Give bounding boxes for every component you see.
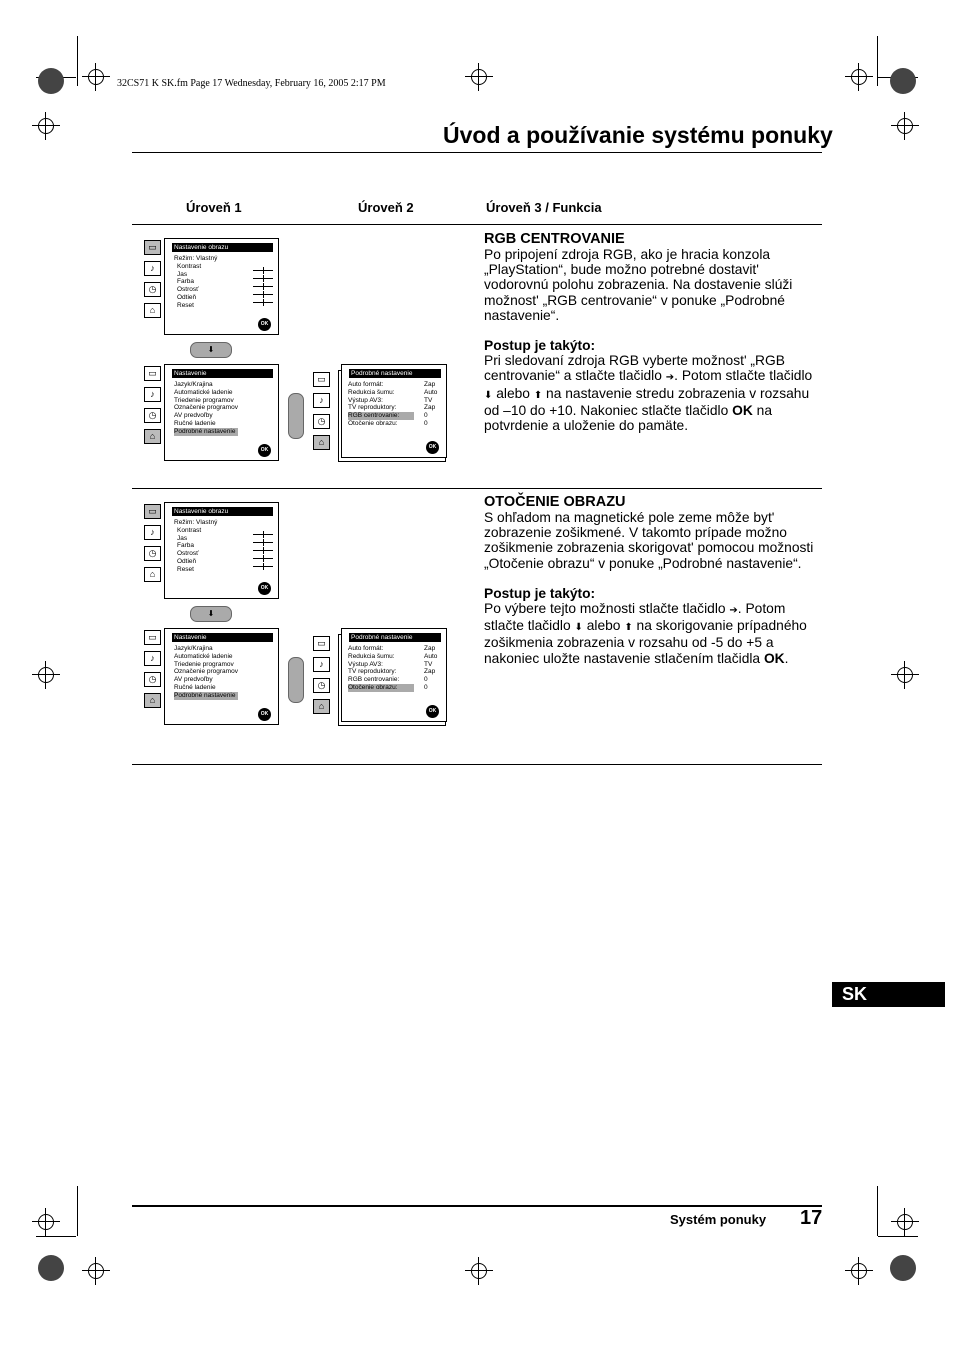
footer-label: Systém ponuky [670,1212,767,1227]
registration-crosshair-icon [891,112,919,140]
crop-mark [77,36,78,86]
file-info-line: 32CS71 K SK.fm Page 17 Wednesday, February 16, 2005 2:17 PM [117,78,386,89]
ok-button-icon: OK [426,705,439,718]
menu-item: Jas [177,534,188,542]
down-arrow-icon: ⬇ [484,389,493,401]
detail-settings-screen [341,628,447,722]
level-slider [253,566,273,567]
menu-item: TV reproduktory: [348,404,397,412]
crop-mark [877,36,878,86]
menu-item: Auto formát: [348,645,384,652]
picture-settings-screen [164,238,279,335]
picture-menu-icon: ▭ [144,240,161,255]
ok-button-icon: OK [258,318,271,331]
setup-screen [164,628,279,725]
level-slider [253,534,273,535]
menu-item-selected: Otočenie obrazu: [348,684,414,692]
menu-item-selected: Podrobné nastavenie [174,428,238,436]
menu-value: Zap [424,381,436,388]
menu-item: AV predvoľby [174,412,213,420]
timer-menu-icon: ◷ [313,678,330,693]
menu-item: Automatické ladenie [174,652,233,660]
procedure-title: Postup je takýto: [484,585,596,601]
level-slider [253,558,273,559]
menu-item: Farba [177,542,194,550]
section-rule [132,224,822,225]
right-arrow-button-icon [288,657,304,703]
menu-value: Auto [424,652,438,660]
menu-value: 0 [424,676,428,684]
sound-menu-icon: ♪ [144,525,161,540]
registration-sunburst-icon [38,1255,64,1281]
registration-crosshair-icon [82,63,110,91]
down-arrow-button-icon: ⬇ [190,342,232,358]
timer-menu-icon: ◷ [144,282,161,297]
setup-menu-icon: ⌂ [313,699,330,714]
registration-crosshair-icon [32,661,60,689]
menu-item: Reset [177,565,194,573]
menu-item-selected: RGB centrovanie: [348,412,414,420]
menu-item: Odtieň [177,293,197,301]
menu-value: Zap [424,645,436,652]
picture-settings-screen [164,502,279,599]
menu-item: Ručné ladenie [174,419,216,427]
level-slider [253,542,273,543]
detail-settings-screen [341,364,447,458]
setup-screen [164,364,279,461]
registration-crosshair-icon [891,661,919,689]
page-number: 17 [800,1207,823,1229]
section-rotation [484,494,820,666]
menu-item: Výstup AV3: [348,396,383,404]
registration-sunburst-icon [890,68,916,94]
crop-mark [877,1186,878,1236]
registration-crosshair-icon [465,63,493,91]
menu-item: Ostrosť [177,550,199,558]
screen-title: Podrobné nastavenie [349,369,441,378]
section-rule [132,488,822,489]
ok-button-icon: OK [258,444,271,457]
level-slider [253,286,273,287]
crop-mark [77,1186,78,1236]
section-rgb [484,231,820,433]
crop-mark [878,1236,918,1237]
footer-rule [132,1205,822,1207]
title-rule [132,152,822,153]
menu-item: Jazyk/Krajina [174,645,213,652]
menu-item: Farba [177,278,194,286]
setup-menu-icon: ⌂ [144,567,161,582]
menu-item: Auto formát: [348,381,384,388]
screen-title: Nastavenie obrazu [172,507,273,516]
menu-item: Reset [177,301,194,309]
menu-item: Označenie programov [174,404,238,412]
rotation-menu-diagram [142,502,452,732]
column-level3: Úroveň 3 / Funkcia [486,200,602,215]
section-rule [132,764,822,765]
registration-crosshair-icon [32,1208,60,1236]
menu-value: Zap [424,404,436,412]
menu-item: Jas [177,270,188,278]
right-arrow-icon: ➔ [665,372,675,384]
menu-item: Režim: Vlastný [174,255,218,262]
menu-item: Redukcia šumu: [348,388,395,396]
page-title: Úvod a používanie systému ponuky [443,122,833,148]
level-slider [253,302,273,303]
menu-value: Auto [424,388,438,396]
menu-item: Režim: Vlastný [174,519,218,526]
column-level2: Úroveň 2 [358,200,414,215]
down-arrow-icon: ⬇ [574,622,583,634]
procedure-text: Pri sledovaní zdroja RGB vyberte možnost' „RGB centrovanie“ a stlačte tlačidlo ➔. Potom stlačte tlačidlo ⬇ alebo ⬆ na nastavenie stredu zobrazenia v rozsahu od –10 do +10. Nakoniec stlačte tlačidlo OK na potvrdenie a uloženie do pamäte. [484,353,813,434]
down-arrow-button-icon: ⬇ [190,606,232,622]
menu-item: TV reproduktory: [348,668,397,676]
level-slider [253,278,273,279]
menu-value: 0 [424,683,428,691]
setup-menu-icon: ⌂ [144,429,161,444]
registration-crosshair-icon [32,112,60,140]
menu-value: TV [424,660,433,668]
setup-menu-icon: ⌂ [144,303,161,318]
menu-item: Označenie programov [174,668,238,676]
menu-item: Ručné ladenie [174,683,216,691]
registration-crosshair-icon [82,1257,110,1285]
menu-item: Jazyk/Krajina [174,381,213,388]
menu-item: Odtieň [177,557,197,565]
picture-menu-icon: ▭ [313,372,330,387]
menu-value: TV [424,396,433,404]
timer-menu-icon: ◷ [144,546,161,561]
screen-title: Nastavenie [172,369,273,378]
section-heading: RGB CENTROVANIE [484,231,625,247]
picture-menu-icon: ▭ [313,636,330,651]
setup-menu-icon: ⌂ [144,693,161,708]
menu-item: Ostrosť [177,286,199,294]
timer-menu-icon: ◷ [144,672,161,687]
menu-item: Kontrast [177,526,202,534]
rgb-menu-diagram [142,238,452,468]
sound-menu-icon: ♪ [144,261,161,276]
column-level1: Úroveň 1 [186,200,242,215]
crop-mark [36,1236,76,1237]
registration-crosshair-icon [845,63,873,91]
menu-item: Triedenie programov [174,396,234,404]
section-intro: Po pripojení zdroja RGB, ako je hracia konzola „PlayStation“, bude možno potrebné dostavit' vodorovnú polohu zobrazenia. Na dostavenie slúži možnost' „RGB centrovanie“ v ponuke „Podrobné nastavenie“. [484,247,793,323]
procedure-title: Postup je takýto: [484,338,596,354]
sound-menu-icon: ♪ [144,387,161,402]
registration-sunburst-icon [890,1255,916,1281]
menu-value: Zap [424,668,436,676]
picture-menu-icon: ▭ [144,630,161,645]
level-slider [253,270,273,271]
picture-menu-icon: ▭ [144,366,161,381]
timer-menu-icon: ◷ [313,414,330,429]
sound-menu-icon: ♪ [313,657,330,672]
level-slider [253,294,273,295]
menu-item: Redukcia šumu: [348,652,395,660]
up-arrow-icon: ⬆ [624,622,633,634]
registration-crosshair-icon [891,1208,919,1236]
ok-button-icon: OK [258,708,271,721]
sound-menu-icon: ♪ [313,393,330,408]
section-heading: OTOČENIE OBRAZU [484,494,626,510]
registration-sunburst-icon [38,68,64,94]
ok-button-icon: OK [426,441,439,454]
menu-item: RGB centrovanie: [348,676,400,684]
menu-item: Výstup AV3: [348,660,383,668]
picture-menu-icon: ▭ [144,504,161,519]
registration-crosshair-icon [845,1257,873,1285]
screen-title: Podrobné nastavenie [349,633,441,642]
menu-item: AV predvoľby [174,676,213,684]
ok-button-icon: OK [258,582,271,595]
menu-item: Otočenie obrazu: [348,419,398,427]
screen-title: Nastavenie obrazu [172,243,273,252]
setup-menu-icon: ⌂ [313,435,330,450]
menu-item-selected: Podrobné nastavenie [174,692,238,700]
up-arrow-icon: ⬆ [533,389,543,401]
right-arrow-button-icon [288,393,304,439]
registration-crosshair-icon [465,1257,493,1285]
language-tab: SK [832,982,945,1007]
menu-value: 0 [424,412,428,420]
menu-item: Triedenie programov [174,660,234,668]
screen-title: Nastavenie [172,633,273,642]
procedure-text: Po výbere tejto možnosti stlačte tlačidlo ➔. Potom stlačte tlačidlo ⬇ alebo ⬆ na skorigovanie prípadného zošikmenia zobrazenia v rozsahu od -5 do +5 a nakoniec uložte nastavenie stlačením tlačidla OK. [484,601,807,666]
sound-menu-icon: ♪ [144,651,161,666]
timer-menu-icon: ◷ [144,408,161,423]
menu-value: 0 [424,419,428,427]
right-arrow-icon: ➔ [729,605,738,617]
menu-item: Kontrast [177,262,202,270]
section-intro: S ohľadom na magnetické pole zeme môže byt' zobrazenie zošikmené. V takomto prípade možno zošikmenie zobrazenia skorigovat' pomocou možnosti „Otočenie obrazu“ v ponuke „Podrobné nastavenie“. [484,510,814,571]
level-slider [253,550,273,551]
menu-item: Automatické ladenie [174,388,233,396]
